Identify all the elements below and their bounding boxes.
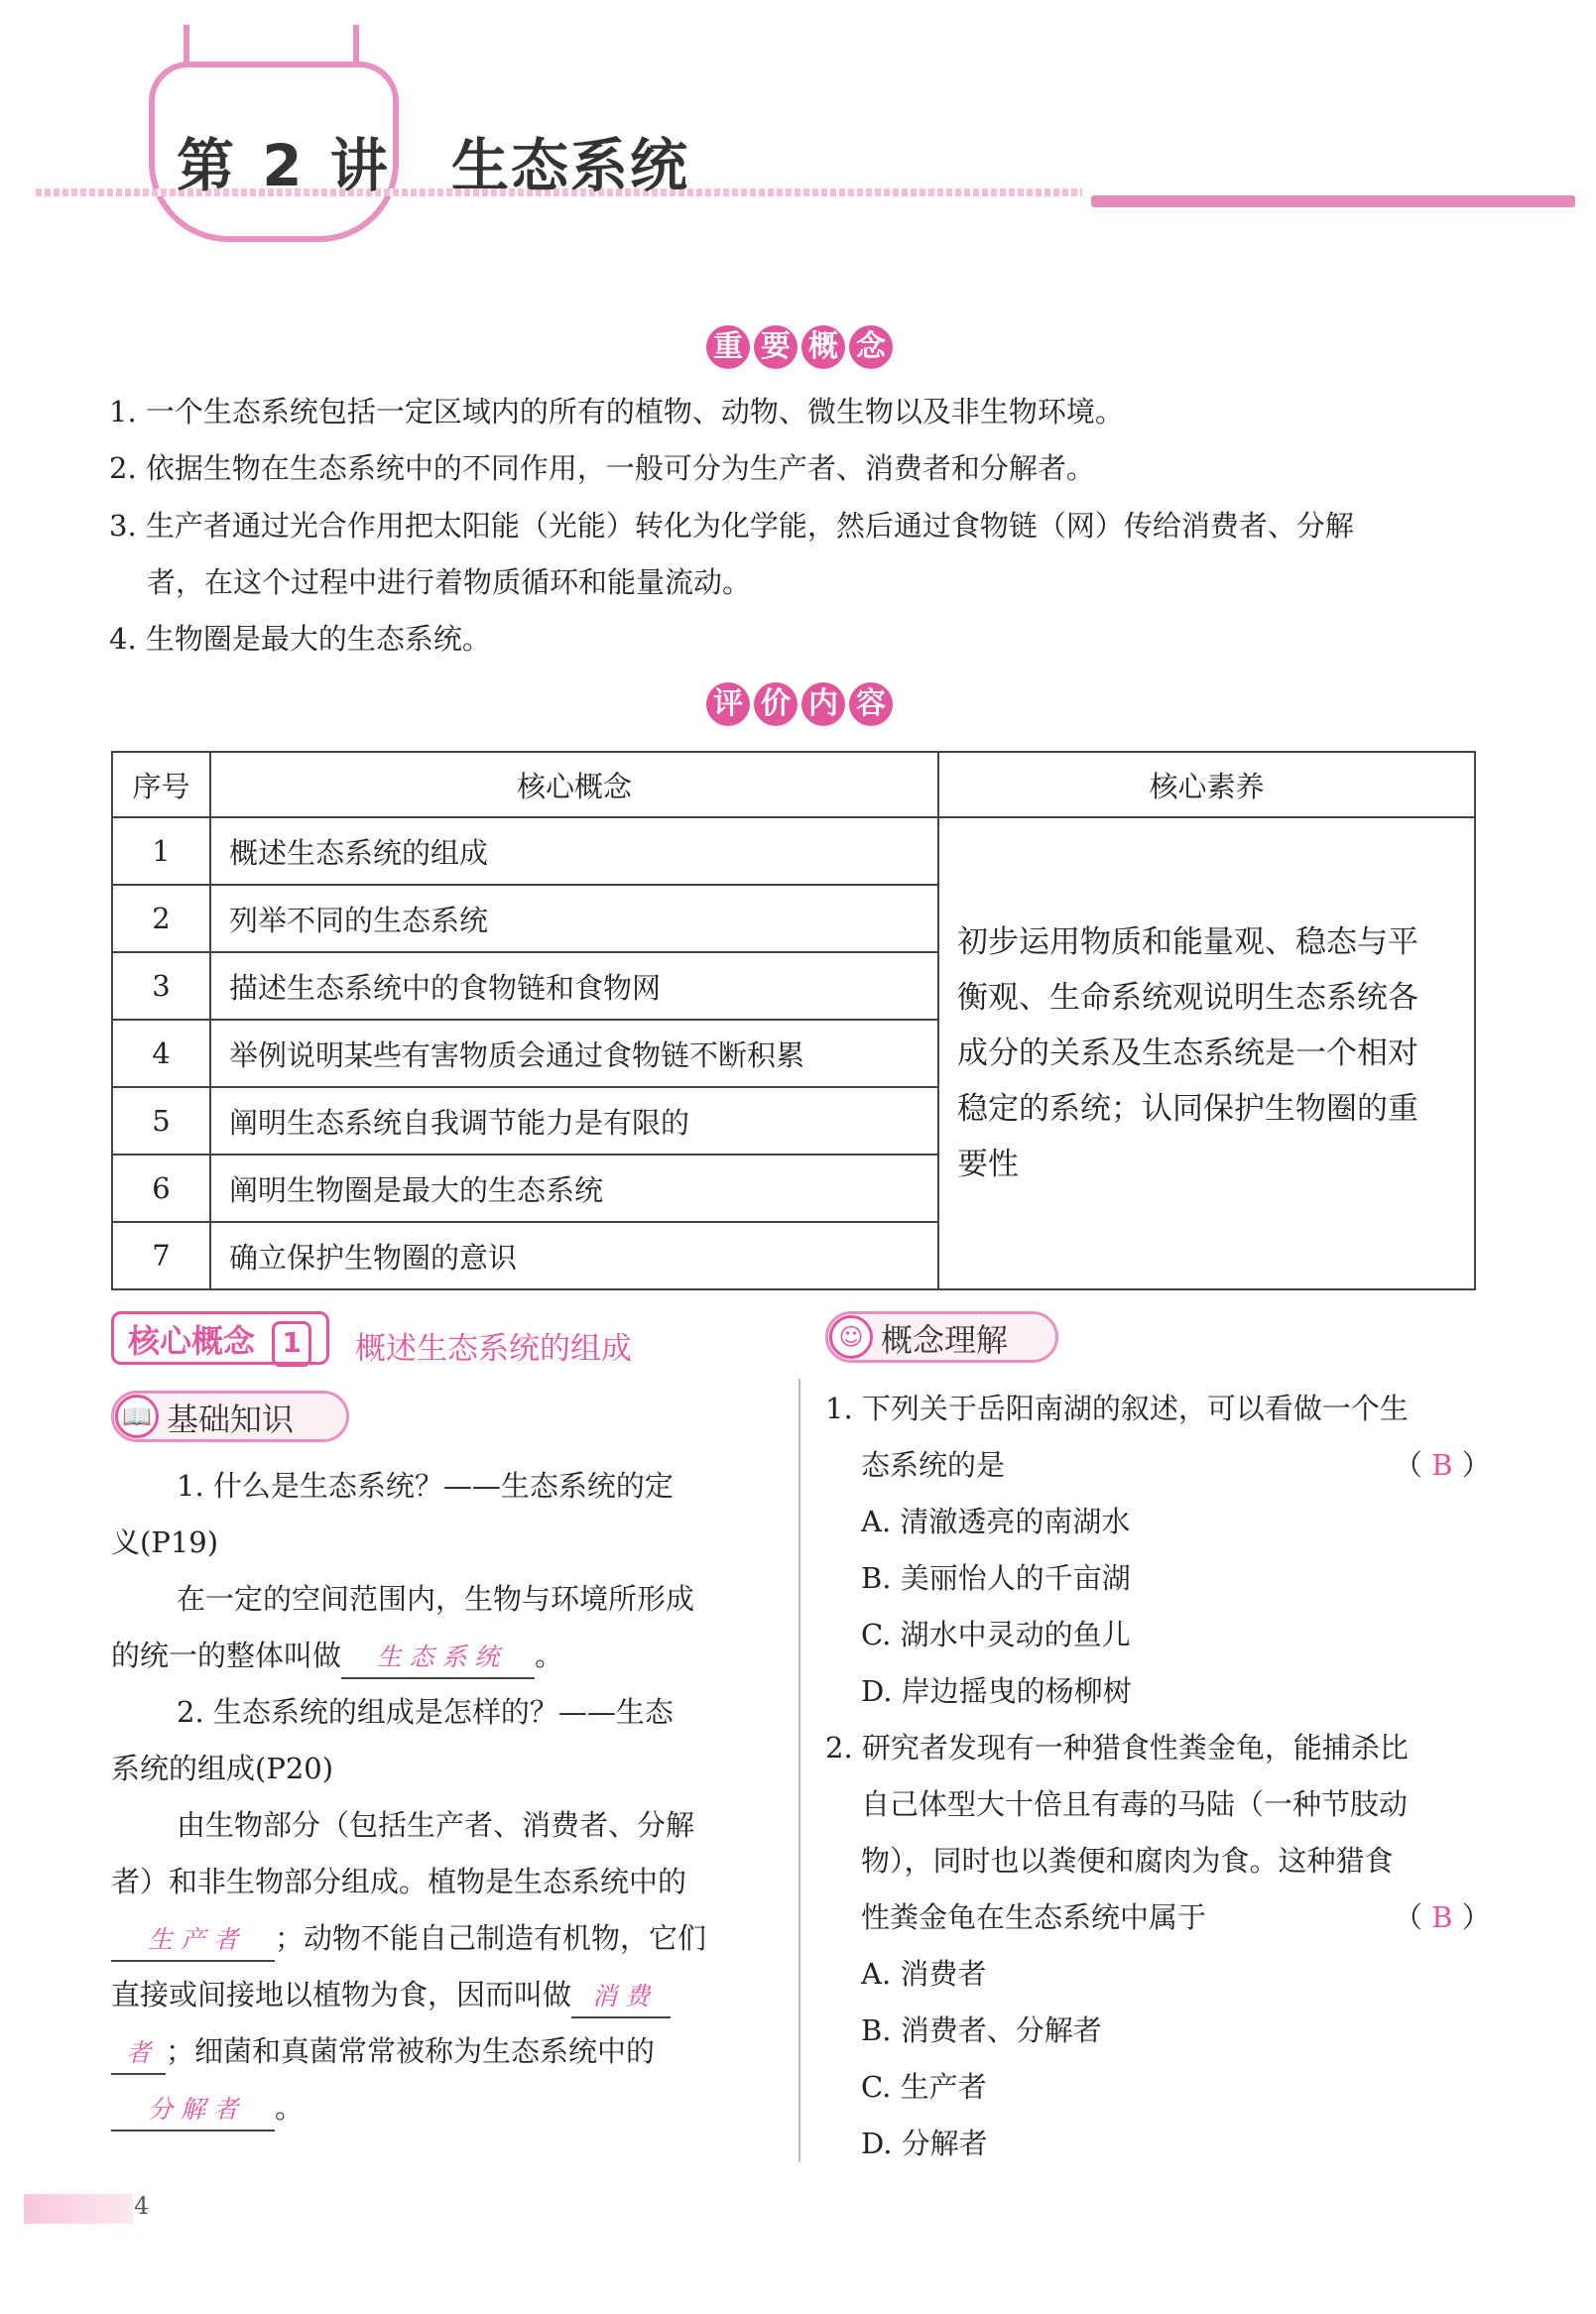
teacher-icon: ☺: [829, 1315, 873, 1359]
heading-char: 要: [754, 325, 798, 369]
row-number: 6: [112, 1155, 210, 1222]
literacy-line: 初步运用物质和能量观、稳态与平: [957, 924, 1418, 960]
text: 的统一的整体叫做: [111, 1639, 342, 1672]
heading-char: 评: [706, 682, 750, 726]
bk-a2-line5: [111, 2031, 655, 2075]
option: A. 清澈透亮的南湖水: [861, 1505, 1131, 1538]
cu-q1-answer: （ B ）: [1394, 1448, 1491, 1482]
cu-q2-line4: 性粪金龟在生态系统中属于: [861, 1900, 1207, 1934]
basic-knowledge-label: [111, 1391, 349, 1442]
heading-char: 念: [849, 325, 893, 369]
basic-knowledge-text: 基础知识: [167, 1401, 295, 1438]
text: 直接或间接地以植物为食，因而叫做: [111, 1978, 572, 2011]
core-concept-tag: [111, 1311, 329, 1365]
core-concept-subtitle: 概述生态系统的组成: [355, 1331, 632, 1367]
bk-a2-line1: 由生物部分（包括生产者、消费者、分解: [177, 1808, 695, 1842]
cu-q2-answer: （ B ）: [1394, 1900, 1491, 1934]
footer-bar: [24, 2194, 133, 2224]
evaluation-heading: [706, 682, 893, 726]
table-header-row: [112, 752, 1475, 817]
page-number: 4: [134, 2192, 150, 2220]
bk-q2-line1: 2. 生态系统的组成是怎样的？——生态: [177, 1695, 674, 1729]
core-literacy-cell: [938, 817, 1475, 1289]
option: C. 湖水中灵动的鱼儿: [861, 1618, 1131, 1651]
bk-q2-line2: 系统的组成(P20): [111, 1752, 334, 1785]
row-number: 2: [112, 885, 210, 952]
lesson-title: 生态系统: [451, 132, 690, 199]
text: 。: [275, 2091, 305, 2125]
row-concept: 阐明生物圈是最大的生态系统: [210, 1155, 938, 1222]
text: ；细菌和真菌常常被称为生态系统中的: [166, 2034, 656, 2068]
header-concept: 核心概念: [210, 752, 938, 817]
literacy-line: 要性: [957, 1147, 1019, 1182]
row-number: 5: [112, 1087, 210, 1155]
bk-q1-line2: 义(P19): [111, 1525, 219, 1559]
literacy-line: 成分的关系及生态系统是一个相对: [957, 1035, 1418, 1071]
option: D. 分解者: [861, 2127, 988, 2160]
bk-a2-line4: [111, 1975, 671, 2018]
concept-item: 者，在这个过程中进行着物质循环和能量流动。: [147, 565, 752, 599]
cu-q1-line2: 态系统的是: [861, 1448, 1006, 1482]
option: C. 生产者: [861, 2070, 987, 2104]
option: B. 美丽怡人的千亩湖: [861, 1561, 1131, 1595]
literacy-line: 稳定的系统；认同保护生物圈的重: [957, 1091, 1418, 1127]
bk-a2-line2: 者）和非生物部分组成。植物是生态系统中的: [111, 1865, 687, 1898]
row-concept: 阐明生态系统自我调节能力是有限的: [210, 1087, 938, 1155]
book-icon: 📖: [115, 1395, 159, 1438]
row-concept: 概述生态系统的组成: [210, 817, 938, 885]
answer-letter: B: [1431, 1448, 1453, 1482]
row-concept: 列举不同的生态系统: [210, 885, 938, 952]
answer-blank: 生 产 者: [111, 1920, 275, 1962]
core-concept-number: 1: [272, 1321, 311, 1367]
column-divider: [798, 1379, 800, 2162]
header-literacy: 核心素养: [938, 752, 1475, 817]
row-number: 7: [112, 1222, 210, 1289]
answer-blank: 者: [111, 2033, 166, 2075]
answer-blank: 分 解 者: [111, 2090, 275, 2131]
option: D. 岸边摇曳的杨柳树: [861, 1674, 1132, 1708]
bk-a2-line6: [111, 2088, 304, 2131]
heading-char: 价: [754, 682, 798, 726]
heading-char: 重: [706, 325, 750, 369]
important-concepts-heading: [706, 325, 893, 369]
option: A. 消费者: [861, 1957, 987, 1991]
concept-item: 3. 生产者通过光合作用把太阳能（光能）转化为化学能，然后通过食物链（网）传给消费者、分解: [109, 509, 1354, 543]
cu-q2-line2: 自己体型大十倍且有毒的马陆（一种节肢动: [861, 1787, 1409, 1821]
concept-understanding-text: 概念理解: [881, 1321, 1009, 1359]
bk-a1-line1: 在一定的空间范围内，生物与环境所形成: [177, 1582, 695, 1616]
table-row: [112, 817, 1475, 885]
option: B. 消费者、分解者: [861, 2013, 1102, 2047]
row-number: 3: [112, 952, 210, 1020]
row-number: 1: [112, 817, 210, 885]
heading-char: 容: [849, 682, 893, 726]
cu-q2-line3: 物），同时也以粪便和腐肉为食。这种猎食: [861, 1844, 1394, 1878]
concept-understanding-label: [825, 1311, 1058, 1363]
concept-item: 1. 一个生态系统包括一定区域内的所有的植物、动物、微生物以及非生物环境。: [109, 395, 1124, 428]
header-accent-bar: [1091, 195, 1575, 207]
row-concept: 描述生态系统中的食物链和食物网: [210, 952, 938, 1020]
answer-letter: B: [1431, 1900, 1453, 1934]
lesson-number: 第 2 讲: [177, 132, 392, 199]
answer-blank: 消 费: [571, 1977, 671, 2018]
row-concept: 举例说明某些有害物质会通过食物链不断积累: [210, 1020, 938, 1087]
bk-a1-line2: [111, 1636, 563, 1679]
bk-a2-line3: [111, 1918, 706, 1962]
row-concept: 确立保护生物圈的意识: [210, 1222, 938, 1289]
concept-item: 2. 依据生物在生态系统中的不同作用，一般可分为生产者、消费者和分解者。: [109, 451, 1095, 485]
bk-q1-line1: 1. 什么是生态系统？——生态系统的定: [177, 1469, 674, 1503]
heading-char: 概: [801, 325, 845, 369]
concept-item: 4. 生物圈是最大的生态系统。: [109, 622, 491, 656]
heading-char: 内: [801, 682, 845, 726]
core-concept-label: 核心概念: [128, 1322, 256, 1360]
header-no: 序号: [112, 752, 210, 817]
literacy-line: 衡观、生命系统观说明生态系统各: [957, 980, 1418, 1016]
cu-q2-line1: 2. 研究者发现有一种猎食性粪金龟，能捕杀比: [825, 1731, 1409, 1765]
row-number: 4: [112, 1020, 210, 1087]
text: ；动物不能自己制造有机物，它们: [275, 1921, 707, 1955]
answer-blank: 生 态 系 统: [341, 1638, 535, 1679]
cu-q1-line1: 1. 下列关于岳阳南湖的叙述，可以看做一个生: [825, 1392, 1409, 1425]
evaluation-table: [111, 751, 1476, 1290]
text: 。: [535, 1639, 564, 1672]
